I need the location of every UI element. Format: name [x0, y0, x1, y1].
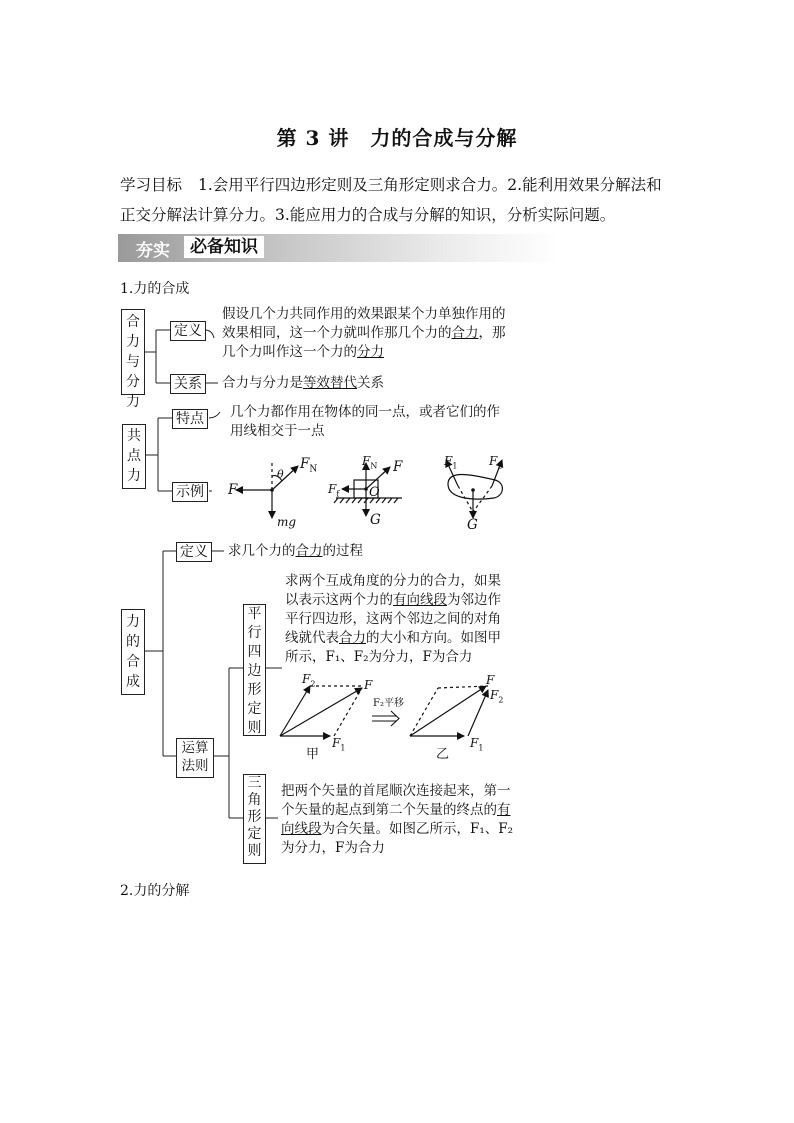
subscript: f	[336, 489, 340, 499]
node-label: 运算法则	[181, 740, 209, 774]
figA-label-F1	[332, 734, 345, 757]
text: 为邻边作	[447, 592, 501, 608]
text: 合力与分力是	[222, 375, 303, 391]
fig2-label-Ff	[328, 480, 339, 503]
node-label: 三角形定则	[247, 775, 262, 859]
definition-1-line-1: 假设几个力共同作用的效果跟某个力单独作用的	[222, 306, 506, 322]
definition-3-text	[228, 542, 363, 561]
figB-label-F1	[470, 734, 483, 757]
text: F	[444, 454, 453, 468]
text: 关系	[357, 375, 384, 391]
text: F	[489, 454, 498, 468]
triangle-line-1: 把两个矢量的首尾顺次连接起来，第一	[281, 783, 511, 799]
underlined-term: 分力	[357, 344, 384, 360]
text: 以表示这两个力的	[285, 592, 393, 608]
banner-right: 必备知识	[184, 236, 264, 258]
node-example: 示例	[172, 482, 208, 502]
figA-label-F2	[302, 670, 315, 693]
relation-text	[222, 374, 384, 393]
subscript: N	[370, 461, 378, 471]
text: F	[490, 688, 499, 702]
node-feature: 特点	[172, 409, 208, 429]
objectives-text-1: 1.会用平行四边形定则及三角形定则求合力。2.能利用效果分解法和	[198, 176, 662, 194]
fig2-label-O: O	[369, 485, 380, 500]
subscript: 2	[310, 679, 316, 689]
text: F	[302, 672, 311, 686]
fig1-label-mg: mg	[277, 515, 297, 529]
fig3-label-G: G	[467, 517, 478, 533]
underlined-term: 有向线段	[393, 592, 447, 608]
node-label: 合力与分力	[126, 314, 140, 410]
section-2-heading: 2.力的分解	[120, 883, 190, 899]
subscript: 1	[452, 461, 458, 471]
subscript: 2	[498, 695, 504, 705]
underlined-term: 向线段	[281, 821, 322, 837]
text: ，那	[478, 325, 506, 341]
subscript: 2	[497, 461, 503, 471]
figB-label-F: F	[486, 673, 495, 687]
feature-line-1: 几个力都作用在物体的同一点，或者它们的作	[230, 404, 500, 420]
text: 线就代表	[285, 630, 339, 646]
triangle-line-2	[281, 801, 511, 820]
figA-label-F: F	[364, 678, 373, 692]
fig1-label-F: F	[228, 482, 238, 498]
text: 的大小和方向。如图甲	[366, 630, 501, 646]
text: F	[300, 456, 310, 472]
figA-caption: 甲	[306, 747, 320, 762]
node-label: 平行四边形定则	[247, 606, 262, 736]
fig2-label-F: F	[393, 459, 403, 475]
parallelogram-line-5: 所示，F₁、F₂为分力，F为合力	[285, 649, 473, 665]
underlined-term: 合力	[295, 543, 323, 559]
page-title: 第 3 讲 力的合成与分解	[276, 126, 518, 150]
fig1-label-FN	[300, 455, 317, 480]
subscript: N	[309, 464, 318, 475]
figB-caption: 乙	[436, 747, 450, 762]
text: 个矢量的起点到第二个矢量的终点的	[281, 802, 497, 818]
subscript: 1	[340, 743, 346, 753]
text: 效果相同，这一个力就叫作那几个力的	[222, 325, 452, 341]
triangle-line-4: 为分力，F为合力	[281, 840, 385, 856]
node-triangle-rule	[243, 774, 266, 864]
node-operation-rules	[176, 738, 214, 778]
node-concurrent-forces	[122, 424, 146, 489]
node-definition-3: 定义	[176, 542, 212, 562]
feature-line-2: 用线相交于一点	[230, 423, 325, 439]
parallelogram-line-1: 求两个互成角度的分力的合力，如果	[285, 573, 501, 589]
node-force-composition	[121, 609, 145, 695]
node-definition-1: 定义	[170, 321, 206, 341]
text: 求几个力的	[228, 543, 296, 559]
definition-1-line-2	[222, 324, 506, 343]
parallelogram-line-3: 平行四边形，这两个邻边之间的对角	[285, 611, 501, 627]
text: 几个力叫作这一个力的	[222, 344, 357, 360]
node-resultant-and-component	[121, 309, 145, 410]
underlined-term: 有	[497, 802, 511, 818]
node-parallelogram-rule	[243, 604, 266, 736]
underlined-term: 等效替代	[303, 375, 357, 391]
subscript: 1	[478, 743, 484, 753]
parallelogram-line-2	[285, 591, 501, 610]
underlined-term: 合力	[451, 325, 479, 341]
text: F	[332, 736, 341, 750]
objectives-line-2: 正交分解法计算分力。3.能应用力的合成与分解的知识，分析实际问题。	[120, 206, 616, 224]
objectives-label: 学习目标	[120, 176, 183, 194]
text: F	[362, 454, 371, 468]
text: F	[328, 482, 337, 496]
text: 为合矢量。如图乙所示，F₁、F₂	[321, 821, 514, 837]
node-relation: 关系	[170, 374, 206, 394]
parallelogram-line-4	[285, 629, 501, 648]
node-label: 力的合成	[126, 614, 140, 690]
banner-left: 夯实	[136, 241, 170, 261]
shift-label: F₂平移	[373, 698, 404, 709]
fig2-label-G: G	[370, 512, 381, 528]
text: F	[470, 736, 479, 750]
underlined-term: 合力	[339, 630, 366, 646]
fig2-label-FN	[362, 452, 377, 475]
definition-1-line-3	[222, 343, 384, 362]
figB-label-F2	[490, 686, 503, 709]
node-label: 共点力	[127, 428, 141, 484]
section-1-heading: 1.力的合成	[120, 281, 190, 297]
fig3-label-F2	[489, 452, 502, 475]
fig3-label-F1	[444, 452, 457, 475]
triangle-line-3	[281, 820, 513, 839]
fig1-label-theta: θ	[277, 468, 284, 481]
text: 的过程	[322, 543, 363, 559]
